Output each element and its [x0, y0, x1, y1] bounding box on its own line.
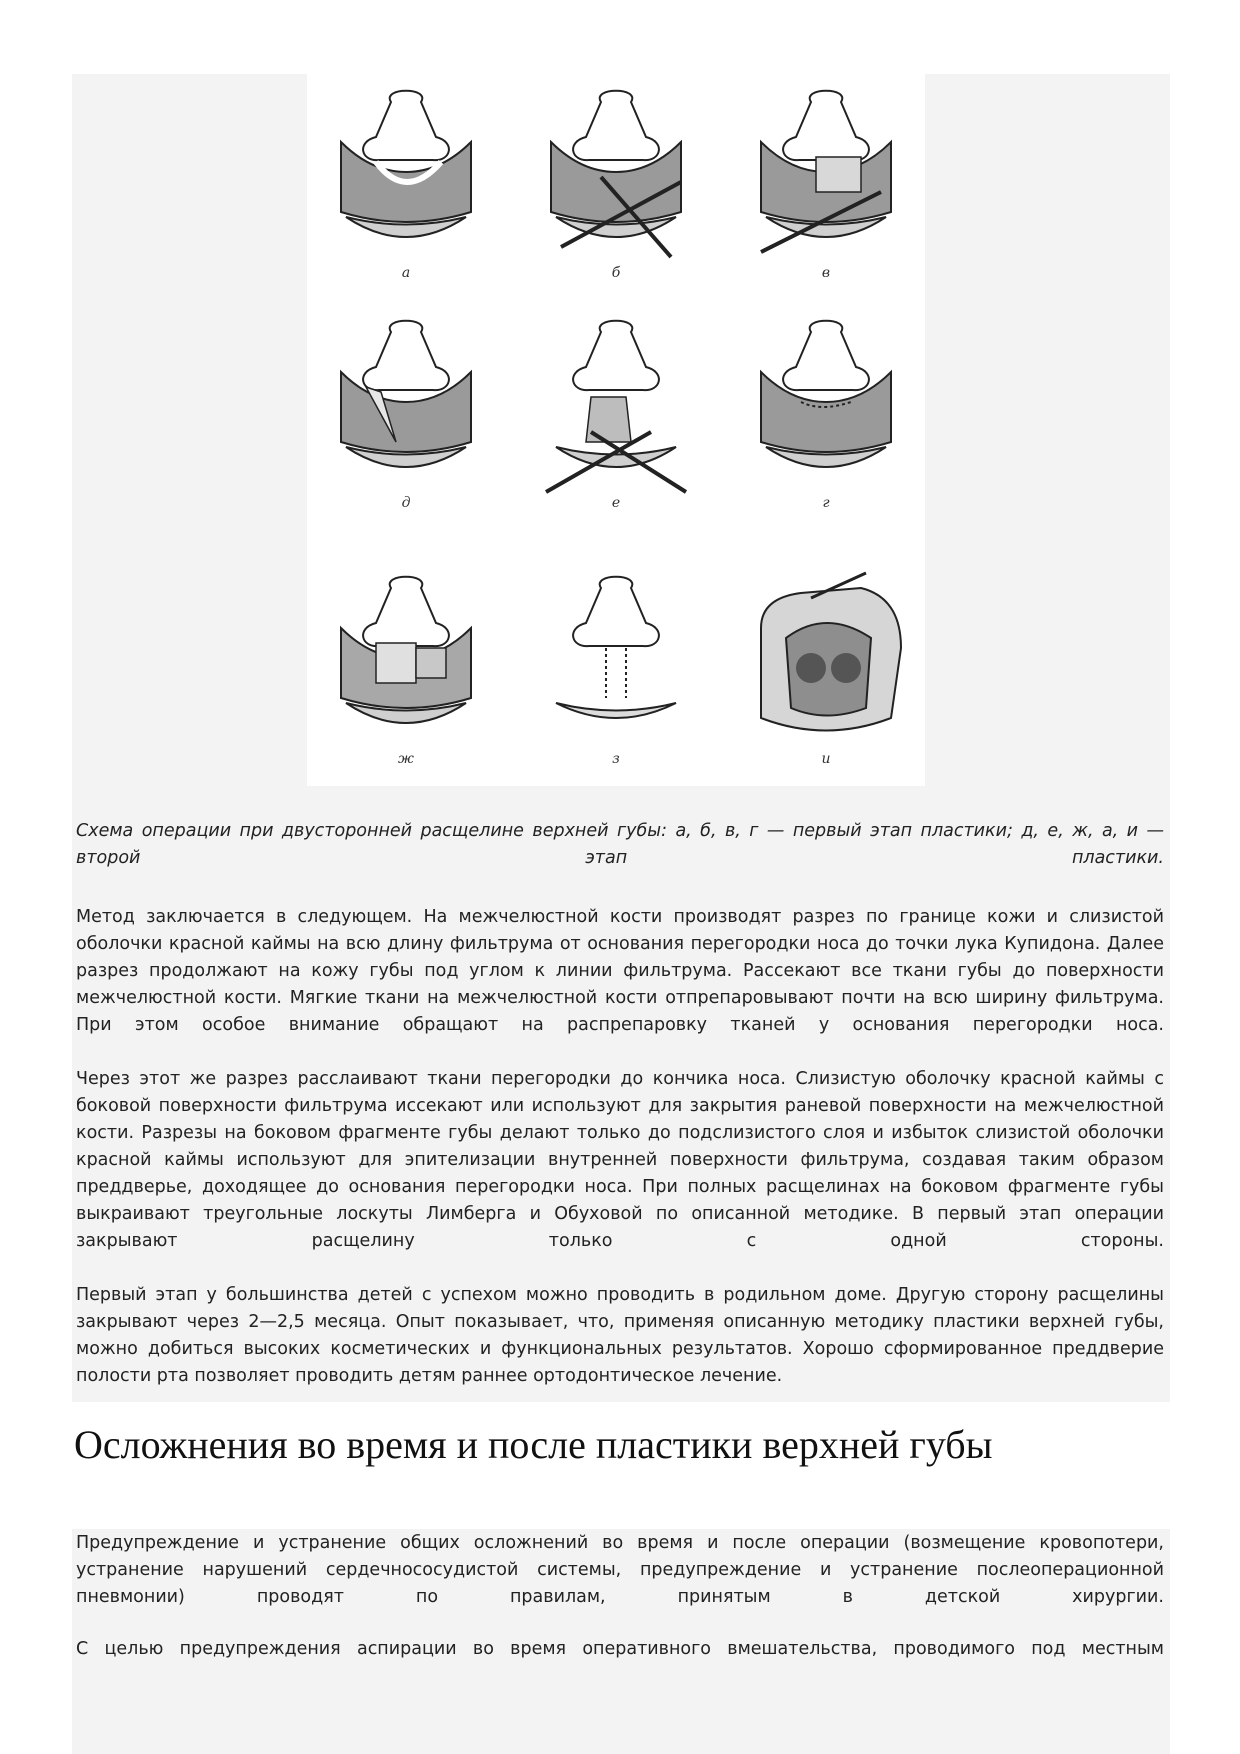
nose-lip-drawing: [531, 568, 701, 752]
paragraph-method: Метод заключается в следующем. На межчелюстной кости производят разрез по границе кожи и слизистой оболочки красной каймы на всю длину фильтрума от основания перегородки носа до точки лука Купидона. Далее разрез продолжают на кожу губы под углом к линии фильтрума. Рассекают все ткани губы до поверхности межчелюстной кости. Мягкие ткани на межчелюстной кости отпрепаровывают почти на всю ширину фильтрума. При этом особое внимание обращают на распрепаровку тканей у основания перегородки носа.: [76, 907, 1164, 1035]
panel-letter: и: [821, 751, 831, 767]
panel-letter: д: [401, 495, 411, 511]
nose-lip-drawing: [321, 312, 491, 496]
figure-panel-e: [531, 312, 701, 512]
panel-letter: г: [822, 495, 830, 511]
panel-letter: ж: [398, 751, 414, 767]
nose-lip-drawing: [321, 568, 491, 752]
nose-lip-drawing: [741, 312, 911, 496]
figure-panel-zh: [321, 568, 491, 768]
figure-caption: Схема операции при двусторонней расщелине верхней губы: а, б, в, г — первый этап пластики; д, е, ж, а, и — второй этап пластики.: [76, 821, 1164, 868]
palate-drawing: [741, 568, 911, 752]
panel-letter: з: [612, 751, 620, 767]
nose-lip-drawing: [741, 82, 911, 266]
paragraph-incision: Через этот же разрез расслаивают ткани перегородки до кончика носа. Слизистую оболочку красной каймы с боковой поверхности фильтрума иссекают или используют для закрытия раневой поверхности на межчелюстной кости. Разрезы на боковом фрагменте губы делают только до подслизистого слоя и избыток слизистой оболочки красной каймы используют для эпителизации внутренней поверхности фильтрума, создавая таким образом преддверье, доходящее до основания перегородки носа. При полных расщелинах на боковом фрагменте губы выкраивают треугольные лоскуты Лимберга и Обуховой по описанной методике. В первый этап операции закрывают расщелину только с одной стороны.: [76, 1069, 1164, 1251]
figure-panel-a: [321, 82, 491, 282]
nose-lip-drawing: [531, 82, 701, 266]
nose-lip-drawing: [321, 82, 491, 266]
figure-panel-d: [321, 312, 491, 512]
panel-letter: б: [611, 265, 621, 281]
figure-panel-b: [531, 82, 701, 282]
paragraph-first-stage: Первый этап у большинства детей с успехом можно проводить в родильном доме. Другую сторону расщелины закрывают через 2—2,5 месяца. Опыт показывает, что, применяя описанную методику пластики верхней губы, можно добиться высоких косметических и функциональных результатов. Хорошо сформированное преддверие полости рта позволяет проводить детям раннее ортодонтическое лечение.: [76, 1285, 1164, 1386]
figure-panel-i: [741, 568, 911, 768]
section-heading: Осложнения во время и после пластики верхней губы: [74, 1422, 993, 1467]
figure-panel-z: [531, 568, 701, 768]
panel-letter: е: [611, 495, 621, 511]
figure-panel-v: [741, 82, 911, 282]
panel-letter: в: [821, 265, 831, 281]
figure-panel-g: [741, 312, 911, 512]
panel-letter: а: [401, 265, 411, 281]
surgery-schema-figure: [307, 74, 925, 786]
paragraph-complications: Предупреждение и устранение общих осложнений во время и после операции (возмещение кровопотери, устранение нарушений сердечнососудистой системы, предупреждение и устранение послеоперационной пневмонии) проводят по правилам, принятым в детской хирургии.: [76, 1533, 1164, 1607]
paragraph-aspiration: С целью предупреждения аспирации во время оперативного вмешательства, проводимого под местным: [76, 1639, 1164, 1659]
nose-lip-drawing: [531, 312, 701, 496]
